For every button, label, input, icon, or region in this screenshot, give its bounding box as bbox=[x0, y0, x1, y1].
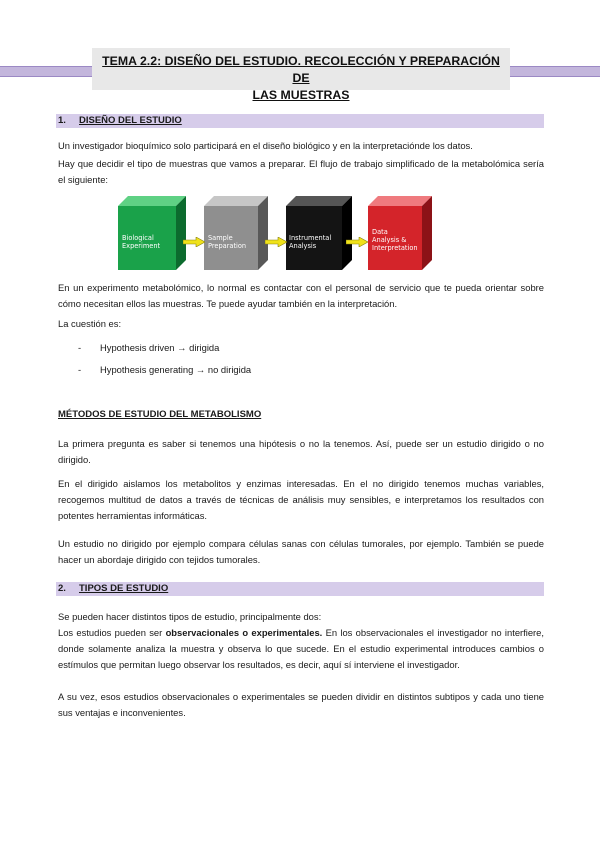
paragraph: A su vez, esos estudios observacionales o experimentales se pueden dividir en distintos subtipos y cada uno tiene sus ventajas e inconvenientes. bbox=[58, 691, 544, 718]
section-heading-text: TIPOS DE ESTUDIO bbox=[79, 583, 169, 594]
list-item bbox=[78, 363, 251, 377]
box2-line2: Preparation bbox=[208, 242, 247, 250]
paragraph bbox=[58, 625, 544, 673]
bullet-dash: - bbox=[78, 342, 82, 353]
instrumental-analysis-box bbox=[286, 196, 352, 270]
box3-line1: Instrumental bbox=[289, 234, 332, 242]
sample-preparation-box bbox=[204, 196, 268, 270]
list-item-text: Hypothesis generating → no dirigida bbox=[100, 364, 252, 375]
box4-line2: Analysis & bbox=[372, 236, 407, 244]
section-heading-2 bbox=[56, 582, 544, 596]
paragraph: Un estudio no dirigido por ejemplo compara células sanas con células tumorales, por ejemplo. También se puede hacer un abordaje dirigido con tejidos tumorales. bbox=[58, 538, 544, 565]
section-heading-1 bbox=[56, 114, 544, 128]
page-title-line1: TEMA 2.2: DISEÑO DEL ESTUDIO. RECOLECCIÓN Y PREPARACIÓN DE bbox=[102, 54, 500, 85]
arrow-right-icon bbox=[183, 237, 205, 247]
box2-line1: Sample bbox=[208, 234, 233, 242]
metabolomics-workflow-diagram bbox=[118, 196, 440, 270]
section-number: 1. bbox=[58, 115, 66, 126]
box4-line3: Interpretation bbox=[372, 244, 418, 252]
bullet-dash: - bbox=[78, 364, 82, 375]
biological-experiment-box bbox=[118, 196, 186, 270]
box4-line1: Data bbox=[372, 228, 388, 236]
paragraph: La cuestión es: bbox=[58, 318, 122, 329]
box1-line1: Biological bbox=[122, 234, 154, 242]
title-decoration-right bbox=[510, 66, 600, 77]
paragraph: Hay que decidir el tipo de muestras que vamos a preparar. El flujo de trabajo simplificado de la metabolómica sería el siguiente: bbox=[58, 158, 544, 185]
section-heading-text: DISEÑO DEL ESTUDIO bbox=[79, 115, 182, 126]
section-number: 2. bbox=[58, 583, 66, 594]
text-run: Los estudios pueden ser bbox=[58, 627, 166, 638]
text-run: En los observacionales el investigador no interfiere, donde solamente analiza la muestra y observa lo que sucede. En el estudio experimental introduces cambios o estímulos que permitan luego observar los resultados, es decir, aquí sí interviene el investigador. bbox=[58, 627, 544, 670]
title-decoration-left bbox=[0, 66, 92, 77]
text-run: o bbox=[239, 627, 252, 638]
page-title-line2: LAS MUESTRAS bbox=[252, 88, 350, 102]
arrow-right-icon bbox=[265, 237, 287, 247]
paragraph: Se pueden hacer distintos tipos de estudio, principalmente dos: bbox=[58, 611, 322, 622]
subsection-heading: MÉTODOS DE ESTUDIO DEL METABOLISMO bbox=[58, 409, 262, 420]
paragraph: Un investigador bioquímico solo participará en el diseño biológico y en la interpretaciónde los datos. bbox=[58, 140, 473, 151]
bold-term: experimentales. bbox=[251, 627, 323, 638]
bold-term: observacionales bbox=[165, 627, 240, 638]
page-title bbox=[92, 48, 510, 102]
arrow-right-icon bbox=[346, 237, 368, 247]
box1-line2: Experiment bbox=[122, 242, 161, 250]
box3-line2: Analysis bbox=[289, 242, 317, 250]
list-item-text: Hypothesis driven → dirigida bbox=[100, 342, 220, 353]
paragraph: En un experimento metabolómico, lo normal es contactar con el personal de servicio que te pueda orientar sobre cómo necesitan ellos las muestras. Te puede ayudar también en la interpretación. bbox=[58, 282, 544, 309]
paragraph: La primera pregunta es saber si tenemos una hipótesis o no la tenemos. Así, puede ser un estudio dirigido o no dirigido. bbox=[58, 438, 544, 465]
paragraph: En el dirigido aislamos los metabolitos y enzimas interesadas. En el no dirigido tenemos muchas variables, recogemos multitud de datos a través de técnicas de análisis muy sensibles, e interpretamos los resultados con potentes herramientas informáticas. bbox=[58, 478, 544, 521]
list-item bbox=[78, 341, 219, 355]
